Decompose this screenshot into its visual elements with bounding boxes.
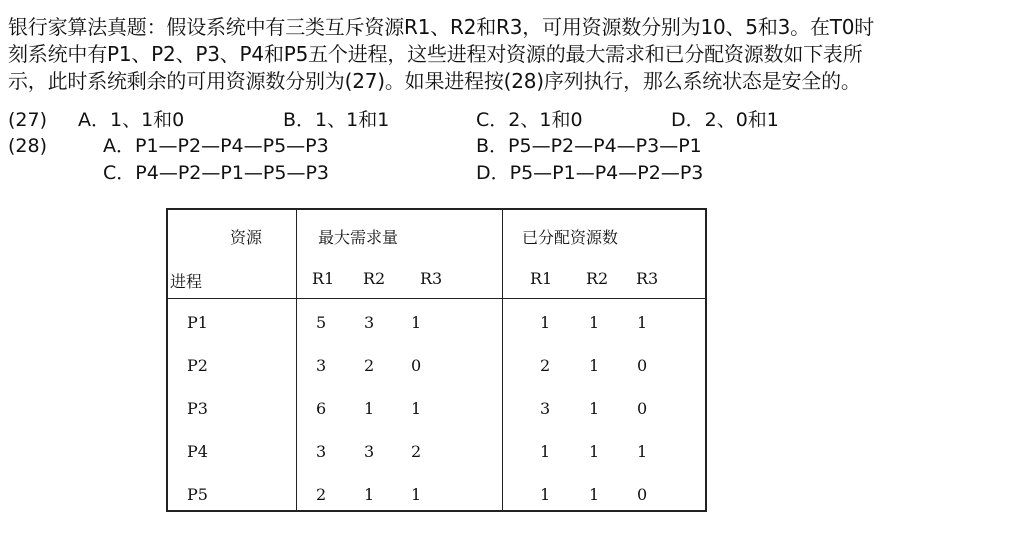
table-cell-max-r2: 3 — [364, 313, 375, 332]
table-cell-alloc-r2: 1 — [589, 356, 600, 375]
table-cell-alloc-r2: 1 — [589, 442, 600, 461]
table-cell-alloc-r2: 1 — [589, 399, 600, 418]
question-text — [8, 14, 1008, 95]
max-demand-header: 最大需求量 — [318, 228, 399, 247]
table-cell-max-r3: 1 — [411, 485, 422, 504]
q28-number: (28) — [8, 135, 48, 157]
q27-option-a[interactable]: A．1、1和0 — [78, 109, 185, 131]
table-cell-max-r3: 1 — [411, 399, 422, 418]
q27-option-d[interactable]: D．2、0和1 — [671, 109, 779, 131]
alloc-r1-header: R1 — [530, 269, 553, 288]
table-cell-alloc-r1: 3 — [540, 399, 551, 418]
q28-option-a[interactable]: A．P1—P2—P4—P5—P3 — [103, 135, 329, 157]
question-line-3: 示，此时系统剩余的可用资源数分别为(27)。如果进程按(28)序列执行，那么系统状态是安全的。 — [8, 69, 861, 93]
table-cell-max-r3: 1 — [411, 313, 422, 332]
table-cell-alloc-r1: 2 — [540, 356, 551, 375]
q28-option-c[interactable]: C．P4—P2—P1—P5—P3 — [103, 162, 329, 184]
resource-table — [166, 208, 707, 512]
table-cell-alloc-r2: 1 — [589, 485, 600, 504]
table-divider — [502, 210, 503, 510]
table-cell-alloc-r3: 0 — [637, 356, 648, 375]
max-r2-header: R2 — [363, 269, 386, 288]
allocated-header: 已分配资源数 — [522, 228, 619, 247]
table-cell-max-r3: 0 — [411, 356, 422, 375]
table-cell-alloc-r3: 0 — [637, 399, 648, 418]
table-cell-alloc-r1: 1 — [540, 485, 551, 504]
resource-corner-label: 资源 — [230, 228, 263, 247]
table-cell-max-r1: 3 — [316, 356, 327, 375]
table-cell-max-r2: 3 — [364, 442, 375, 461]
question-line-1: 银行家算法真题：假设系统中有三类互斥资源R1、R2和R3，可用资源数分别为10、5和3。在T0时 — [8, 15, 875, 39]
table-row-process: P2 — [187, 356, 208, 375]
table-cell-max-r2: 1 — [364, 485, 375, 504]
table-cell-alloc-r3: 0 — [637, 485, 648, 504]
table-divider — [296, 210, 297, 510]
table-cell-alloc-r3: 1 — [637, 442, 648, 461]
table-cell-max-r1: 5 — [316, 313, 327, 332]
table-cell-alloc-r2: 1 — [589, 313, 600, 332]
table-cell-max-r1: 6 — [316, 399, 327, 418]
q28-option-b[interactable]: B．P5—P2—P4—P3—P1 — [476, 135, 702, 157]
table-row-process: P5 — [187, 485, 208, 504]
table-cell-max-r2: 2 — [364, 356, 375, 375]
table-cell-alloc-r1: 1 — [540, 442, 551, 461]
table-cell-alloc-r1: 1 — [540, 313, 551, 332]
q27-number: (27) — [8, 109, 48, 131]
q27-option-b[interactable]: B．1、1和1 — [283, 109, 390, 131]
table-cell-max-r2: 1 — [364, 399, 375, 418]
alloc-r3-header: R3 — [636, 269, 659, 288]
table-header-divider — [168, 298, 705, 299]
table-cell-max-r3: 2 — [411, 442, 422, 461]
alloc-r2-header: R2 — [586, 269, 609, 288]
table-row-process: P4 — [187, 442, 208, 461]
table-row-process: P1 — [187, 313, 208, 332]
table-cell-alloc-r3: 1 — [637, 313, 648, 332]
process-corner-label: 进程 — [170, 272, 203, 291]
table-cell-max-r1: 2 — [316, 485, 327, 504]
table-cell-max-r1: 3 — [316, 442, 327, 461]
table-row-process: P3 — [187, 399, 208, 418]
q28-option-d[interactable]: D．P5—P1—P4—P2—P3 — [476, 162, 704, 184]
question-line-2: 刻系统中有P1、P2、P3、P4和P5五个进程，这些进程对资源的最大需求和已分配资源数如下表所 — [8, 42, 863, 66]
max-r3-header: R3 — [420, 269, 443, 288]
q27-option-c[interactable]: C．2、1和0 — [476, 109, 583, 131]
max-r1-header: R1 — [312, 269, 335, 288]
